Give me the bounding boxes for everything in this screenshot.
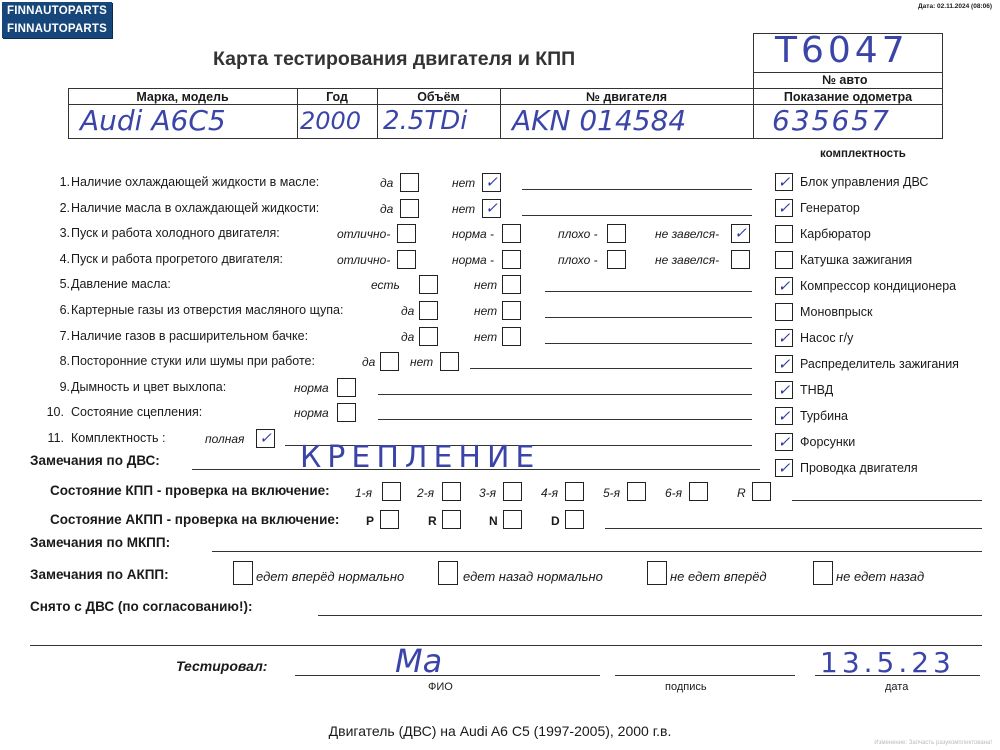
akpp-remark-checkbox[interactable] bbox=[813, 561, 833, 585]
page-title: Карта тестирования двигателя и КПП bbox=[213, 48, 576, 70]
question-option-checkbox[interactable] bbox=[397, 250, 416, 269]
question-text: Давление масла: bbox=[71, 277, 171, 291]
akpp-remark-checkbox[interactable] bbox=[233, 561, 253, 585]
question-option-checkbox[interactable]: ✓ bbox=[256, 429, 275, 448]
answer-line bbox=[522, 189, 752, 190]
completeness-checkbox[interactable]: ✓ bbox=[775, 329, 793, 347]
question-option-label: полная bbox=[205, 432, 245, 446]
question-option-checkbox[interactable]: ✓ bbox=[482, 173, 501, 192]
answer-line bbox=[378, 419, 752, 420]
answer-line bbox=[545, 343, 752, 344]
question-option-checkbox[interactable] bbox=[380, 352, 399, 371]
akpp-gear-label: N bbox=[489, 514, 498, 528]
completeness-checkbox[interactable]: ✓ bbox=[775, 173, 793, 191]
question-option-checkbox[interactable] bbox=[419, 275, 438, 294]
question-option-checkbox[interactable] bbox=[502, 224, 521, 243]
tested-date: 13.5.23 bbox=[820, 646, 955, 679]
completeness-label: Компрессор кондиционера bbox=[800, 279, 957, 293]
question-option-checkbox[interactable] bbox=[731, 250, 750, 269]
remarks-dvs-label: Замечания по ДВС: bbox=[30, 453, 160, 468]
removed-label: Снято с ДВС (по согласованию!): bbox=[30, 599, 253, 614]
question-option-label: нет bbox=[474, 278, 498, 292]
question-option-checkbox[interactable] bbox=[607, 224, 626, 243]
question-number: 8. bbox=[59, 354, 70, 368]
completeness-checkbox[interactable] bbox=[775, 225, 793, 243]
question-text: Наличие охлаждающей жидкости в масле: bbox=[71, 175, 320, 189]
akpp-remark-label: не едет вперёд bbox=[670, 569, 767, 584]
completeness-title: комплектность bbox=[820, 148, 906, 160]
akpp-gear-checkbox[interactable] bbox=[380, 510, 399, 529]
question-option-checkbox[interactable] bbox=[502, 327, 521, 346]
akpp-gear-checkbox[interactable] bbox=[503, 510, 522, 529]
question-option-label: да bbox=[380, 176, 394, 190]
completeness-label: Блок управления ДВС bbox=[800, 175, 929, 189]
question-option-label: отлично- bbox=[337, 253, 391, 267]
signature: Ма bbox=[395, 642, 443, 680]
question-option-label: нет bbox=[452, 176, 476, 190]
question-option-checkbox[interactable] bbox=[502, 301, 521, 320]
akpp-remark-checkbox[interactable] bbox=[438, 561, 458, 585]
akpp-remark-label: не едет назад bbox=[836, 569, 925, 584]
question-option-checkbox[interactable]: ✓ bbox=[731, 224, 750, 243]
column-header: Объём bbox=[417, 90, 460, 104]
question-number: 9. bbox=[59, 380, 70, 394]
akpp-remark-checkbox[interactable] bbox=[647, 561, 667, 585]
question-option-checkbox[interactable] bbox=[419, 301, 438, 320]
completeness-checkbox[interactable]: ✓ bbox=[775, 355, 793, 373]
kpp-gear-checkbox[interactable] bbox=[689, 482, 708, 501]
question-text: Посторонние стуки или шумы при работе: bbox=[71, 354, 315, 368]
answer-line bbox=[545, 291, 752, 292]
answer-line bbox=[470, 368, 752, 369]
question-number: 6. bbox=[59, 303, 70, 317]
completeness-label: Моновпрыск bbox=[800, 305, 873, 319]
question-number: 4. bbox=[59, 252, 70, 266]
akpp-gear-label: D bbox=[551, 514, 560, 528]
question-option-label: плохо - bbox=[558, 227, 598, 241]
question-text: Пуск и работа прогретого двигателя: bbox=[71, 252, 283, 266]
auto-number-value: T6047 bbox=[775, 30, 909, 71]
completeness-label: Форсунки bbox=[800, 435, 856, 449]
completeness-label: ТНВД bbox=[800, 383, 834, 397]
completeness-checkbox[interactable]: ✓ bbox=[775, 381, 793, 399]
kpp-gear-checkbox[interactable] bbox=[382, 482, 401, 501]
question-text: Наличие газов в расширительном бачке: bbox=[71, 329, 309, 343]
model-value: Audi A6C5 bbox=[80, 104, 226, 137]
logo: FINNAUTOPARTS bbox=[2, 2, 112, 20]
column-header: № двигателя bbox=[585, 90, 668, 104]
question-number: 7. bbox=[59, 329, 70, 343]
fio-caption: ФИО bbox=[428, 681, 453, 693]
question-text: Картерные газы из отверстия масляного щупа: bbox=[71, 303, 344, 317]
question-option-label: норма bbox=[294, 406, 329, 420]
completeness-label: Карбюратор bbox=[800, 227, 871, 241]
remarks-mkpp-label: Замечания по МКПП: bbox=[30, 535, 171, 550]
question-option-checkbox[interactable] bbox=[502, 275, 521, 294]
answer-line bbox=[522, 215, 752, 216]
engine-number-value: AKN 014584 bbox=[512, 104, 687, 137]
kpp-gear-label: 6-я bbox=[665, 486, 683, 500]
completeness-checkbox[interactable]: ✓ bbox=[775, 277, 793, 295]
auto-number-label: № авто bbox=[822, 73, 868, 87]
column-header: Показание одометра bbox=[783, 90, 913, 104]
question-option-label: плохо - bbox=[558, 253, 598, 267]
completeness-checkbox[interactable] bbox=[775, 251, 793, 269]
kpp-gear-label: 2-я bbox=[417, 486, 435, 500]
akpp-gear-label: P bbox=[366, 514, 375, 528]
remarks-akpp-label: Замечания по АКПП: bbox=[30, 567, 169, 582]
kpp-label: Состояние КПП - проверка на включение: bbox=[50, 483, 330, 498]
completeness-checkbox[interactable]: ✓ bbox=[775, 433, 793, 451]
question-text: Комплектность : bbox=[71, 431, 166, 445]
question-option-checkbox[interactable] bbox=[337, 403, 356, 422]
question-option-label: да bbox=[401, 304, 415, 318]
date-caption: дата bbox=[885, 681, 909, 693]
question-option-label: есть bbox=[371, 278, 400, 292]
question-option-label: норма bbox=[294, 381, 329, 395]
date-stamp: Дата: 02.11.2024 (08:06) bbox=[918, 3, 992, 10]
kpp-gear-checkbox[interactable] bbox=[442, 482, 461, 501]
question-text: Пуск и работа холодного двигателя: bbox=[71, 226, 280, 240]
question-number: 3. bbox=[59, 226, 70, 240]
question-option-label: норма - bbox=[452, 253, 495, 267]
completeness-label: Генератор bbox=[800, 201, 860, 215]
question-option-checkbox[interactable] bbox=[337, 378, 356, 397]
akpp-gear-checkbox[interactable] bbox=[565, 510, 584, 529]
question-option-label: нет bbox=[410, 355, 434, 369]
kpp-gear-label: 4-я bbox=[541, 486, 559, 500]
kpp-gear-checkbox[interactable] bbox=[565, 482, 584, 501]
question-option-label: не завелся- bbox=[655, 253, 720, 267]
logo: FINNAUTOPARTS bbox=[2, 20, 112, 38]
akpp-remark-label: едет назад нормально bbox=[463, 569, 603, 584]
question-text: Дымность и цвет выхлопа: bbox=[71, 380, 227, 394]
question-option-checkbox[interactable] bbox=[419, 327, 438, 346]
column-header: Год bbox=[326, 90, 348, 104]
odometer-value: 635657 bbox=[772, 104, 891, 137]
question-option-checkbox[interactable] bbox=[502, 250, 521, 269]
kpp-gear-label: 3-я bbox=[479, 486, 497, 500]
column-header: Марка, модель bbox=[136, 90, 229, 104]
kpp-gear-checkbox[interactable] bbox=[503, 482, 522, 501]
question-option-checkbox[interactable] bbox=[607, 250, 626, 269]
kpp-gear-label: 5-я bbox=[603, 486, 621, 500]
question-option-label: нет bbox=[474, 304, 498, 318]
completeness-label: Катушка зажигания bbox=[800, 253, 913, 267]
question-option-label: отлично- bbox=[337, 227, 391, 241]
question-text: Наличие масла в охлаждающей жидкости: bbox=[71, 201, 320, 215]
question-number: 10. bbox=[46, 405, 64, 419]
completeness-label: Проводка двигателя bbox=[800, 461, 918, 475]
question-number: 5. bbox=[59, 277, 70, 291]
question-option-checkbox[interactable]: ✓ bbox=[482, 199, 501, 218]
question-option-label: да bbox=[401, 330, 415, 344]
question-option-label: нет bbox=[452, 202, 476, 216]
completeness-checkbox[interactable] bbox=[775, 303, 793, 321]
completeness-label: Насос г/у bbox=[800, 331, 854, 345]
answer-line bbox=[545, 317, 752, 318]
question-number: 11. bbox=[47, 431, 64, 445]
completeness-checkbox[interactable]: ✓ bbox=[775, 407, 793, 425]
question-option-checkbox[interactable] bbox=[397, 224, 416, 243]
question-option-checkbox[interactable] bbox=[440, 352, 459, 371]
kpp-gear-label: 1-я bbox=[355, 486, 373, 500]
image-caption: Двигатель (ДВС) на Audi A6 C5 (1997-2005), 2000 г.в. bbox=[328, 723, 672, 739]
akpp-gear-label: R bbox=[428, 514, 437, 528]
question-number: 1. bbox=[59, 175, 70, 189]
question-option-label: не завелся- bbox=[655, 227, 720, 241]
year-value: 2000 bbox=[300, 107, 362, 135]
question-option-label: нет bbox=[474, 330, 498, 344]
completeness-checkbox[interactable]: ✓ bbox=[775, 459, 793, 477]
completeness-checkbox[interactable]: ✓ bbox=[775, 199, 793, 217]
question-option-checkbox[interactable] bbox=[400, 173, 419, 192]
volume-value: 2.5TDi bbox=[383, 106, 468, 136]
question-option-label: норма - bbox=[452, 227, 495, 241]
remarks-dvs-value: КРЕПЛЕНИЕ bbox=[300, 440, 541, 475]
completeness-label: Распределитель зажигания bbox=[800, 357, 959, 371]
question-text: Состояние сцепления: bbox=[71, 405, 203, 419]
question-option-label: да bbox=[362, 355, 376, 369]
question-option-checkbox[interactable] bbox=[400, 199, 419, 218]
answer-line bbox=[378, 394, 752, 395]
kpp-gear-checkbox[interactable] bbox=[752, 482, 771, 501]
watermark: Изменение: Запчасть разукомплектована! bbox=[874, 740, 992, 746]
akpp-remark-label: едет вперёд нормально bbox=[256, 569, 405, 584]
question-option-label: да bbox=[380, 202, 394, 216]
tested-label: Тестировал: bbox=[176, 658, 268, 674]
akpp-label: Состояние АКПП - проверка на включение: bbox=[50, 512, 340, 527]
kpp-gear-label: R bbox=[737, 486, 746, 500]
question-number: 2. bbox=[59, 201, 70, 215]
kpp-gear-checkbox[interactable] bbox=[627, 482, 646, 501]
akpp-gear-checkbox[interactable] bbox=[442, 510, 461, 529]
signature-caption: подпись bbox=[665, 681, 707, 693]
completeness-label: Турбина bbox=[800, 409, 848, 423]
